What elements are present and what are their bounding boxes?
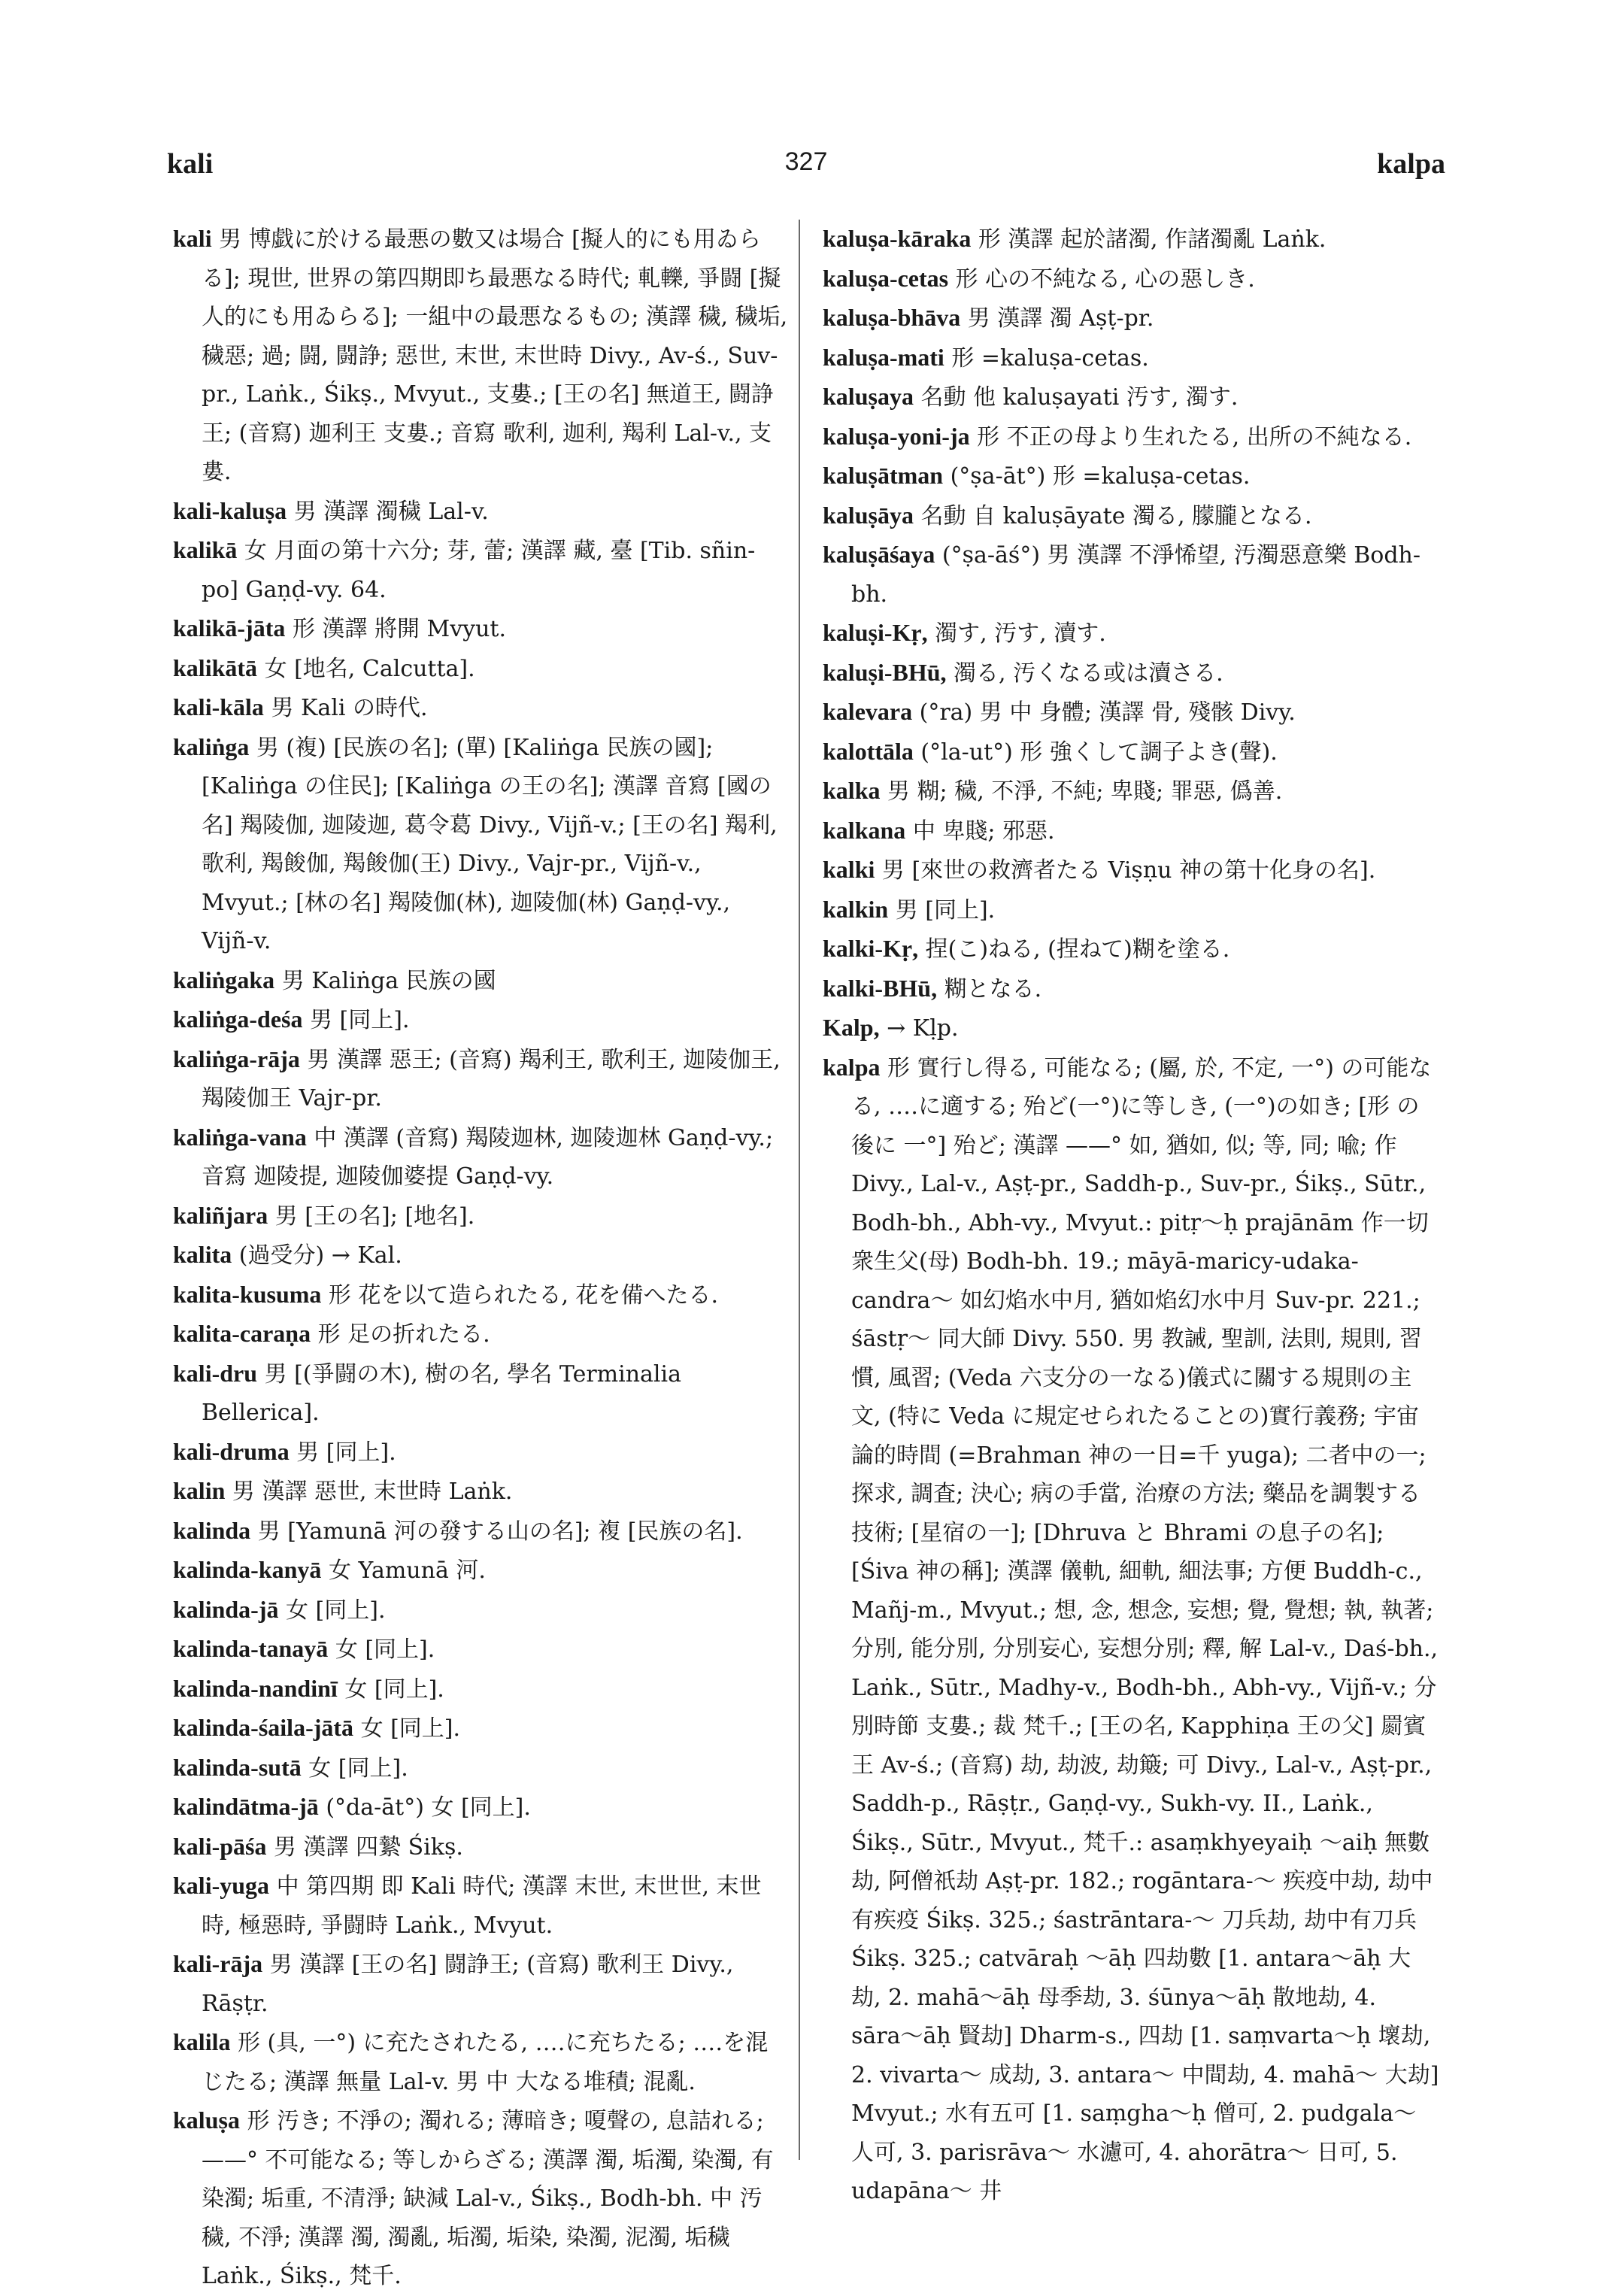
entry-definition: 男 漢譯 四縶 Śikṣ. <box>266 1833 463 1861</box>
column-divider <box>799 220 800 2160</box>
entry-definition: 男 漢譯 惡王; (音寫) 羯利王, 歌利王, 迦陵伽王, 羯陵伽王 Vajr-pr. <box>202 1046 781 1112</box>
entry-definition: 形 心の不純なる, 心の惡しき. <box>948 265 1255 293</box>
entry-headword: kalikātā <box>173 654 258 681</box>
dictionary-entry <box>823 1048 1439 2211</box>
dictionary-entry <box>823 732 1439 772</box>
dictionary-entry <box>823 693 1439 732</box>
dictionary-entry <box>173 1630 790 1670</box>
entry-headword: kalita-caraṇa <box>173 1320 311 1347</box>
dictionary-entry <box>823 969 1439 1009</box>
entry-headword: Kalp, <box>823 1014 880 1041</box>
entry-definition: 形 花を以て造られたる, 花を備へたる. <box>321 1281 719 1309</box>
entry-headword: kaluṣāya <box>823 501 914 529</box>
entry-definition: 男 [同上]. <box>302 1007 410 1033</box>
dictionary-entry <box>173 1591 790 1630</box>
entry-headword: kalita <box>173 1241 232 1268</box>
entry-headword: kaluṣa <box>173 2106 240 2134</box>
right-column <box>823 220 1439 2204</box>
page-number: 327 <box>784 147 828 176</box>
entry-definition: 男 漢譯 濁 Aṣṭ-pr. <box>960 305 1154 332</box>
dictionary-entry <box>823 1008 1439 1048</box>
dictionary-entry <box>173 1551 790 1591</box>
entry-headword: kalevara <box>823 698 913 725</box>
entry-definition: 形 漢譯 將開 Mvyut. <box>285 616 507 642</box>
entry-definition: 男 [同上]. <box>888 896 996 924</box>
entry-definition: 男 漢譯 惡世, 末世時 Laṅk. <box>225 1479 513 1505</box>
entry-definition: 形 漢譯 起於諸濁, 作諸濁亂 Laṅk. <box>971 226 1326 253</box>
entry-headword: kalinda-śaila-jātā <box>173 1714 354 1741</box>
entry-definition: (°ra) 男 中 身體; 漢譯 骨, 殘骸 Divy. <box>912 699 1296 726</box>
entry-headword: kali <box>173 225 212 252</box>
entry-definition: (過受分) → Kal. <box>232 1242 402 1269</box>
entry-headword: kalkin <box>823 895 889 923</box>
dictionary-entry <box>823 496 1439 536</box>
entry-definition: (°ṣa-āt°) 形 =kaluṣa-cetas. <box>943 463 1251 490</box>
right-guide-word: kalpa <box>1377 148 1445 180</box>
entry-headword: kalinda <box>173 1516 251 1544</box>
entry-definition: 糊となる. <box>937 975 1042 1002</box>
entry-headword: kaliñjara <box>173 1201 268 1229</box>
entry-headword: kaluṣa-yoni-ja <box>823 422 970 450</box>
entry-definition: 女 [同上]. <box>278 1597 386 1624</box>
entry-headword: kalottāla <box>823 737 914 765</box>
dictionary-entry <box>173 609 790 649</box>
entry-definition: 形 (具, 一°) に充たされたる, ‥‥に充ちたる; ‥‥を混じたる; 漢譯 無量 Lal-v. 男 中 大なる堆積; 混亂. <box>202 2030 769 2095</box>
entry-definition: 女 [同上]. <box>353 1715 461 1742</box>
entry-headword: kaluṣa-mati <box>823 343 944 371</box>
dictionary-entry <box>823 772 1439 811</box>
entry-definition: 男 漢譯 濁穢 Lal-v. <box>287 498 489 525</box>
entry-definition: 女 [同上]. <box>301 1755 408 1782</box>
entry-definition: 女 [同上]. <box>337 1676 444 1703</box>
entry-definition: → Kḷp. <box>879 1015 959 1042</box>
dictionary-entry <box>173 1472 790 1512</box>
entry-definition: 形 足の折れたる. <box>311 1321 490 1348</box>
entry-headword: kalpa <box>823 1053 881 1081</box>
entry-headword: kalita-kusuma <box>173 1280 322 1308</box>
entry-headword: kalki-BHū, <box>823 974 938 1002</box>
entry-definition: 女 [同上]. <box>328 1636 435 1663</box>
dictionary-entry <box>823 456 1439 496</box>
entry-definition: 女 Yamunā 河. <box>321 1557 486 1584</box>
dictionary-entry <box>823 220 1439 259</box>
entry-definition: 男 Kaliṅga 民族の國 <box>274 967 496 994</box>
dictionary-entry <box>173 531 790 609</box>
entry-definition: 男 Kali の時代. <box>263 695 428 721</box>
entry-definition: 男 [(爭闘の木), 樹の名, 學名 Terminalia Bellerica]. <box>202 1360 681 1426</box>
dictionary-entry <box>173 1040 790 1118</box>
dictionary-entry <box>823 654 1439 693</box>
dictionary-entry <box>173 492 790 532</box>
entry-definition: 形 =kaluṣa-cetas. <box>944 344 1149 372</box>
dictionary-entry <box>173 1000 790 1040</box>
entry-definition: 女 [地名, Calcutta]. <box>257 655 475 682</box>
entry-definition: 男 (複) [民族の名]; (單) [Kaliṅga 民族の國]; [Kaliṅga の住民]; [Kaliṅga の王の名]; 漢譯 音寫 [國の名] 羯陵伽, 迦陵迦, 葛令葛 Divy., Vijñ-v.; [王の名] 羯利, 歌利, 羯餕伽, 羯餕伽(王) Divy., Vajr-pr., Vijñ-v., Mvyut.; [林の名] 羯陵伽(林), 迦陵伽(林) Gaṇḍ-vy., Vijñ-v. <box>202 734 778 954</box>
dictionary-entry <box>173 961 790 1001</box>
entry-headword: kaluṣi-Kṛ, <box>823 619 928 646</box>
dictionary-entry <box>173 1197 790 1236</box>
entry-headword: kalinda-tanayā <box>173 1635 329 1662</box>
dictionary-entry <box>173 688 790 728</box>
entry-headword: kaluṣa-bhāva <box>823 304 961 331</box>
left-column <box>173 220 790 2289</box>
entry-definition: 形 實行し得る, 可能なる; (屬, 於, 不定, 一°) の可能なる, ‥‥に適する; 殆ど(一°)に等しき, (一°)の如き; [形 の後に 一°] 殆ど; 漢譯 ——° 如, 猶如, 似; 等, 同; 喩; 作 Divy., Lal-v., Aṣṭ-pr., Saddh-p., Suv-pr., Śikṣ., Sūtr., Bodh-bh., Abh-vy., Mvyut.: pitṛ〜ḥ prajānām 作一切衆生父(母) Bodh-bh. 19.; māyā-maricy-udaka-candra〜 如幻焰水中月, 猶如焰幻水中月 Suv-pr. 221.; śāstṛ〜 同大師 Divy. 550. 男 教誡, 聖訓, 法則, 規則, 習慣, 風習; (Veda 六支分の一なる)儀式に關する規則の主文, (特に Veda に規定せられたることの)實行義務; 宇宙論的時間 (=Brahman 神の一日=千 yuga); 二者中の一; 探求, 調査; 決心; 病の手當, 治療の方法; 藥品を調製する技術; [星宿の一]; [Dhruva と Bhrami の息子の名]; [Śiva 神の稱]; 漢譯 儀軌, 細軌, 細法事; 方便 Buddh-c., Mañj-m., Mvyut.; 想, 念, 想念, 妄想; 覺, 覺想; 執, 執著; 分別, 能分別, 分別妄心, 妄想分別; 釋, 解 Lal-v., Daś-bh., Laṅk., Sūtr., Madhy-v., Bodh-bh., Abh-vy., Vijñ-v.; 分別時節 支婁.; 裁 梵千.; [王の名, Kapphiṇa 王の父] 罽賓王 Av-ś.; (音寫) 劫, 劫波, 劫簸; 可 Divy., Lal-v., Aṣṭ-pr., Saddh-p., Rāṣṭr., Gaṇḍ-vy., Sukh-vy. II., Laṅk., Śikṣ., Sūtr., Mvyut., 梵千.: asaṃkhyeyaiḥ 〜aiḥ 無數劫, 阿僧祇劫 Aṣṭ-pr. 182.; rogāntara-〜 疾疫中劫, 劫中有疾疫 Śikṣ. 325.; śastrāntara-〜 刀兵劫, 劫中有刀兵 Śikṣ. 325.; catvāraḥ 〜āḥ 四劫數 [1. antara〜āḥ 大劫, 2. mahā〜āḥ 母季劫, 3. śūnya〜āḥ 散地劫, 4. sāra〜āḥ 賢劫] Dharm-s., 四劫 [1. saṃvarta〜ḥ 壞劫, 2. vivarta〜 成劫, 3. antara〜 中間劫, 4. mahā〜 大劫] Mvyut.; 水有五可 [1. saṃgha〜ḥ 僧可, 2. pudgala〜 人可, 3. parisrāva〜 水濾可, 4. ahorātra〜 日可, 5. udapāna〜 井 <box>851 1054 1439 2204</box>
entry-headword: kali-dru <box>173 1359 258 1387</box>
dictionary-entry <box>173 1118 790 1197</box>
dictionary-entry <box>823 851 1439 890</box>
entry-headword: kalindātma-jā <box>173 1793 319 1820</box>
dictionary-entry <box>823 338 1439 378</box>
entry-definition: 中 漢譯 (音寫) 羯陵迦林, 迦陵迦林 Gaṇḍ-vy.; 音寫 迦陵提, 迦陵伽婆提 Gaṇḍ-vy. <box>202 1124 774 1190</box>
entry-headword: kalinda-nandinī <box>173 1674 338 1702</box>
entry-headword: kali-kāla <box>173 693 264 720</box>
entry-headword: kali-kaluṣa <box>173 496 287 524</box>
entry-definition: 中 卑賤; 邪惡. <box>905 817 1055 845</box>
entry-headword: kaliṅga <box>173 732 250 760</box>
entry-definition: 名動 自 kaluṣāyate 濁る, 朦朧となる. <box>913 502 1312 529</box>
entry-headword: kalinda-kanyā <box>173 1556 322 1583</box>
dictionary-entry <box>823 417 1439 457</box>
entry-definition: 濁る, 汚くなる或は瀆さる. <box>946 660 1223 687</box>
entry-definition: 形 不正の母より生れたる, 出所の不純なる. <box>969 423 1412 450</box>
dictionary-entry <box>823 930 1439 969</box>
dictionary-entry <box>173 2101 790 2296</box>
running-head <box>167 147 1445 185</box>
dictionary-entry <box>823 614 1439 654</box>
entry-definition: 中 第四期 即 Kali 時代; 漢譯 末世, 末世世, 末世時, 極惡時, 爭闘時 Laṅk., Mvyut. <box>202 1873 762 1939</box>
dictionary-entry <box>173 1788 790 1827</box>
entry-headword: kaliṅgaka <box>173 966 275 993</box>
entry-definition: 男 漢譯 [王の名] 闘諍王; (音寫) 歌利王 Divy., Rāṣṭr. <box>202 1952 734 2017</box>
entry-headword: kaluṣāśaya <box>823 541 935 568</box>
dictionary-entry <box>173 1236 790 1275</box>
entry-definition: (°da-āt°) 女 [同上]. <box>318 1794 531 1821</box>
entry-headword: kalikā-jāta <box>173 614 286 641</box>
entry-headword: kaluṣa-kāraka <box>823 225 972 252</box>
entry-headword: kali-pāśa <box>173 1832 267 1860</box>
entry-definition: 男 [Yamunā 河の發する山の名]; 複 [民族の名]. <box>250 1518 743 1545</box>
dictionary-entry <box>173 1354 790 1433</box>
entry-definition: 女 月面の第十六分; 芽, 蕾; 漢譯 藏, 臺 [Tib. sñin-po] Gaṇḍ-vy. 64. <box>202 538 756 603</box>
dictionary-entry <box>173 728 790 961</box>
dictionary-entry <box>173 1433 790 1473</box>
dictionary-entry <box>173 1867 790 1945</box>
dictionary-entry <box>173 1709 790 1749</box>
entry-definition: 濁す, 汚す, 瀆す. <box>927 620 1106 647</box>
entry-headword: kali-druma <box>173 1437 290 1465</box>
dictionary-entry <box>173 649 790 689</box>
dictionary-entry <box>823 890 1439 930</box>
entry-definition: (°la-ut°) 形 強くして調子よき(聲). <box>913 739 1278 766</box>
left-guide-word: kali <box>167 148 214 180</box>
dictionary-entry <box>823 378 1439 417</box>
entry-headword: kaluṣa-cetas <box>823 264 949 292</box>
dictionary-entry <box>173 2023 790 2101</box>
entry-headword: kalki-Kṛ, <box>823 935 919 962</box>
entry-headword: kaluṣaya <box>823 383 914 410</box>
dictionary-entry <box>823 535 1439 614</box>
dictionary-entry <box>173 1315 790 1354</box>
entry-headword: kalinda-jā <box>173 1595 279 1623</box>
entry-headword: kali-yuga <box>173 1872 270 1899</box>
entry-definition: 男 博戯に於ける最悪の數又は場合 [擬人的にも用ゐらる]; 現世, 世界の第四期即ち最悪なる時代; 軋轢, 爭闘 [擬人的にも用ゐらる]; 一組中の最悪なるもの; 漢譯 穢, 穢垢, 穢惡; 過; 闘, 闘諍; 惡世, 末世, 末世時 Divy., Av-ś., Suv-pr., Laṅk., Śikṣ., Mvyut., 支婁.; [王の名] 無道王, 闘諍王; (音寫) 迦利王 支婁.; 音寫 歌利, 迦利, 羯利 Lal-v., 支婁. <box>202 226 788 485</box>
entry-headword: kalila <box>173 2028 231 2055</box>
entry-headword: kaliṅga-deśa <box>173 1005 303 1033</box>
entry-definition: 形 汚き; 不淨の; 濁れる; 薄暗き; 嗄聲の, 息詰れる; ——° 不可能なる; 等しからざる; 漢譯 濁, 垢濁, 染濁, 有染濁; 垢重, 不清淨; 缺減 Lal-v., Śikṣ., Bodh-bh. 中 汚穢, 不淨; 漢譯 濁, 濁亂, 垢濁, 垢染, 染濁, 泥濁, 垢穢 Laṅk., Śikṣ., 梵千. <box>202 2108 774 2289</box>
entry-definition: 男 [來世の救濟者たる Viṣṇu 神の第十化身の名]. <box>875 857 1376 884</box>
dictionary-entry <box>173 1945 790 2023</box>
entry-headword: kalinda-sutā <box>173 1753 302 1781</box>
entry-headword: kaluṣi-BHū, <box>823 658 947 686</box>
entry-definition: (°ṣa-āś°) 男 漢譯 不淨悕望, 汚濁惡意樂 Bodh-bh. <box>851 542 1421 608</box>
entry-definition: 名動 他 kaluṣayati 汚す, 濁す. <box>913 384 1239 411</box>
dictionary-entry <box>173 1827 790 1867</box>
entry-headword: kaliṅga-vana <box>173 1123 307 1151</box>
entry-definition: 捏(こ)ねる, (捏ねて)糊を塗る. <box>918 936 1230 963</box>
entry-definition: 男 [同上]. <box>289 1439 396 1466</box>
entry-headword: kalkana <box>823 816 906 844</box>
entry-headword: kalka <box>823 777 881 804</box>
entry-definition: 男 糊; 穢, 不淨, 不純; 卑賤; 罪惡, 僞善. <box>880 778 1283 805</box>
entry-headword: kali-rāja <box>173 1950 263 1977</box>
entry-headword: kalki <box>823 856 875 883</box>
entry-headword: kalin <box>173 1477 226 1504</box>
dictionary-entry <box>173 1275 790 1315</box>
dictionary-entry <box>173 1749 790 1788</box>
entry-headword: kaluṣātman <box>823 462 944 489</box>
entry-headword: kalikā <box>173 536 238 563</box>
dictionary-entry <box>173 1512 790 1551</box>
dictionary-entry <box>823 811 1439 851</box>
dictionary-entry <box>823 299 1439 338</box>
dictionary-entry <box>823 259 1439 299</box>
entry-definition: 男 [王の名]; [地名]. <box>268 1203 475 1230</box>
dictionary-entry <box>173 1670 790 1709</box>
dictionary-entry <box>173 220 790 492</box>
entry-headword: kaliṅga-rāja <box>173 1045 300 1072</box>
